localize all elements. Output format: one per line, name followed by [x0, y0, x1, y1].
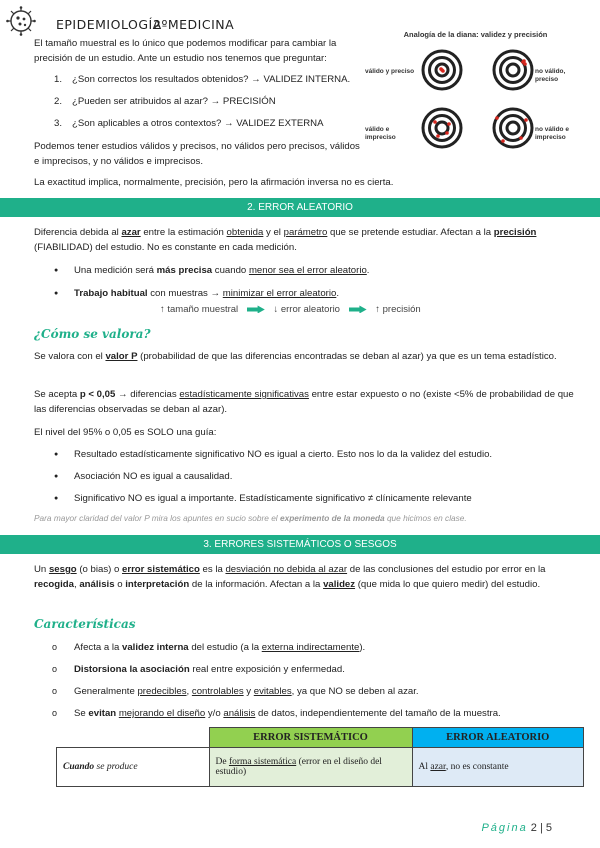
table-row	[57, 748, 584, 787]
flow-step: ↓ error aleatorio	[273, 304, 340, 315]
table-empty-cell	[57, 728, 210, 748]
label-no-valido-preciso: no válido, preciso	[535, 68, 566, 83]
intro-paragraph-2: Podemos tener estudios válidos y precisos, no válidos pero precisos, válidos e imprecisos, y no válidos e imprecisos.	[34, 141, 360, 167]
list-item: ● Significativo NO es igual a importante. Estadísticamente significativo ≠ clínicamente relevante	[74, 491, 579, 506]
table-header-row	[57, 728, 584, 748]
list-item: ● Asociación NO es igual a causalidad.	[74, 469, 579, 484]
guide-paragraph: El nivel del 95% o 0,05 es SOLO una guía:	[34, 427, 217, 438]
list-item: o Se evitan mejorando el diseño y/o análisis de datos, independientemente del tamaño de la muestra.	[74, 706, 579, 721]
list-item: ● Resultado estadísticamente significativo NO es igual a cierto. Esto nos lo da la validez del estudio.	[74, 447, 579, 462]
comparison-table	[56, 727, 584, 787]
page-number: 2 | 5	[530, 822, 552, 834]
intro-paragraph-3: La exactitud implica, normalmente, precisión, pero la afirmación inversa no es cierta.	[34, 177, 394, 188]
section-heading-errores-sistematicos: 3. ERRORES SISTEMÁTICOS O SESGOS	[0, 535, 600, 554]
header-title: EPIDEMIOLOGÍA	[56, 17, 162, 32]
p-value-paragraph: Se acepta p < 0,05 → diferencias estadísticamente significativas entre estar expuesto o no (existe <5% de probabilidad de que las diferencias observadas se deban al azar).	[34, 389, 574, 415]
row-label: Cuando se produce	[57, 748, 210, 787]
flow-step: ↑ precisión	[375, 304, 421, 315]
flow-step: ↑ tamaño muestral	[160, 304, 239, 315]
label-valido-preciso: válido y preciso	[365, 68, 415, 75]
valor-p-paragraph: Se valora con el valor P (probabilidad de que las diferencias encontradas se deban al azar) ya que es un tema estadístico.	[34, 351, 557, 362]
section-heading-error-aleatorio: 2. ERROR ALEATORIO	[0, 198, 600, 217]
list-item: o Afecta a la validez interna del estudio (a la externa indirectamente).	[74, 640, 579, 655]
list-item: o Generalmente predecibles, controlables y evitables, ya que NO se deben al azar.	[74, 684, 579, 699]
question-list	[56, 72, 356, 131]
label-valido-impreciso: válido e impreciso	[365, 126, 396, 141]
question-item: 1. ¿Son correctos los resultados obtenidos? → VALIDEZ INTERNA.	[54, 74, 351, 85]
virus-logo-icon	[6, 6, 36, 36]
target-diagram	[363, 30, 588, 160]
sesgo-definition: Un sesgo (o bias) o error sistemático es la desviación no debida al azar de las conclusiones del estudio por error en la recogida, análisis o interpretación de la información. Afectan a la validez (que mida lo que quiero medir) del estudio.	[34, 564, 546, 590]
column-header-aleatorio: ERROR ALEATORIO	[412, 728, 584, 748]
intro-block	[34, 36, 362, 66]
precision-flow	[160, 304, 421, 318]
aleatorio-definition: Diferencia debida al azar entre la estimación obtenida y el parámetro que se pretende estudiar. Afectan a la precisión (FIABILIDAD) del estudio. No es constante en cada medición.	[34, 227, 537, 253]
list-item: ● Una medición será más precisa cuando menor sea el error aleatorio.	[74, 263, 574, 278]
header-subtitle: 2ºMEDICINA	[153, 17, 235, 32]
label-no-valido-impreciso: no válido e impreciso	[535, 126, 569, 141]
list-item: o Distorsiona la asociación real entre exposición y enfermedad.	[74, 662, 579, 677]
subheading-como-se-valora: ¿Cómo se valora?	[34, 327, 151, 341]
intro-paragraph: El tamaño muestral es lo único que podemos modificar para cambiar la precisión de un estudio. Ante un estudio nos tenemos que preguntar:	[34, 38, 337, 64]
question-item: 3. ¿Son aplicables a otros contextos? → VALIDEZ EXTERNA	[54, 118, 324, 129]
page-footer	[481, 822, 552, 834]
arrow-right-icon	[349, 305, 367, 313]
subheading-caracteristicas: Características	[34, 617, 136, 631]
column-header-sistematico: ERROR SISTEMÁTICO	[209, 728, 412, 748]
target-rings-icon	[363, 40, 588, 160]
cell-aleatorio: Al azar, no es constante	[412, 748, 584, 787]
footer-label: Página	[481, 822, 528, 834]
diagram-title: Analogía de la diana: validez y precisión	[403, 30, 548, 39]
list-item: ● Trabajo habitual con muestras → minimizar el error aleatorio.	[74, 286, 574, 301]
note-valor-p: Para mayor claridad del valor P mira los apuntes en sucio sobre el experimento de la moneda que hicimos en clase.	[34, 513, 467, 523]
cell-sistematico: De forma sistemática (error en el diseño del estudio)	[209, 748, 412, 787]
question-item: 2. ¿Pueden ser atribuidos al azar? → PRECISIÓN	[54, 96, 276, 107]
arrow-right-icon	[247, 305, 265, 313]
